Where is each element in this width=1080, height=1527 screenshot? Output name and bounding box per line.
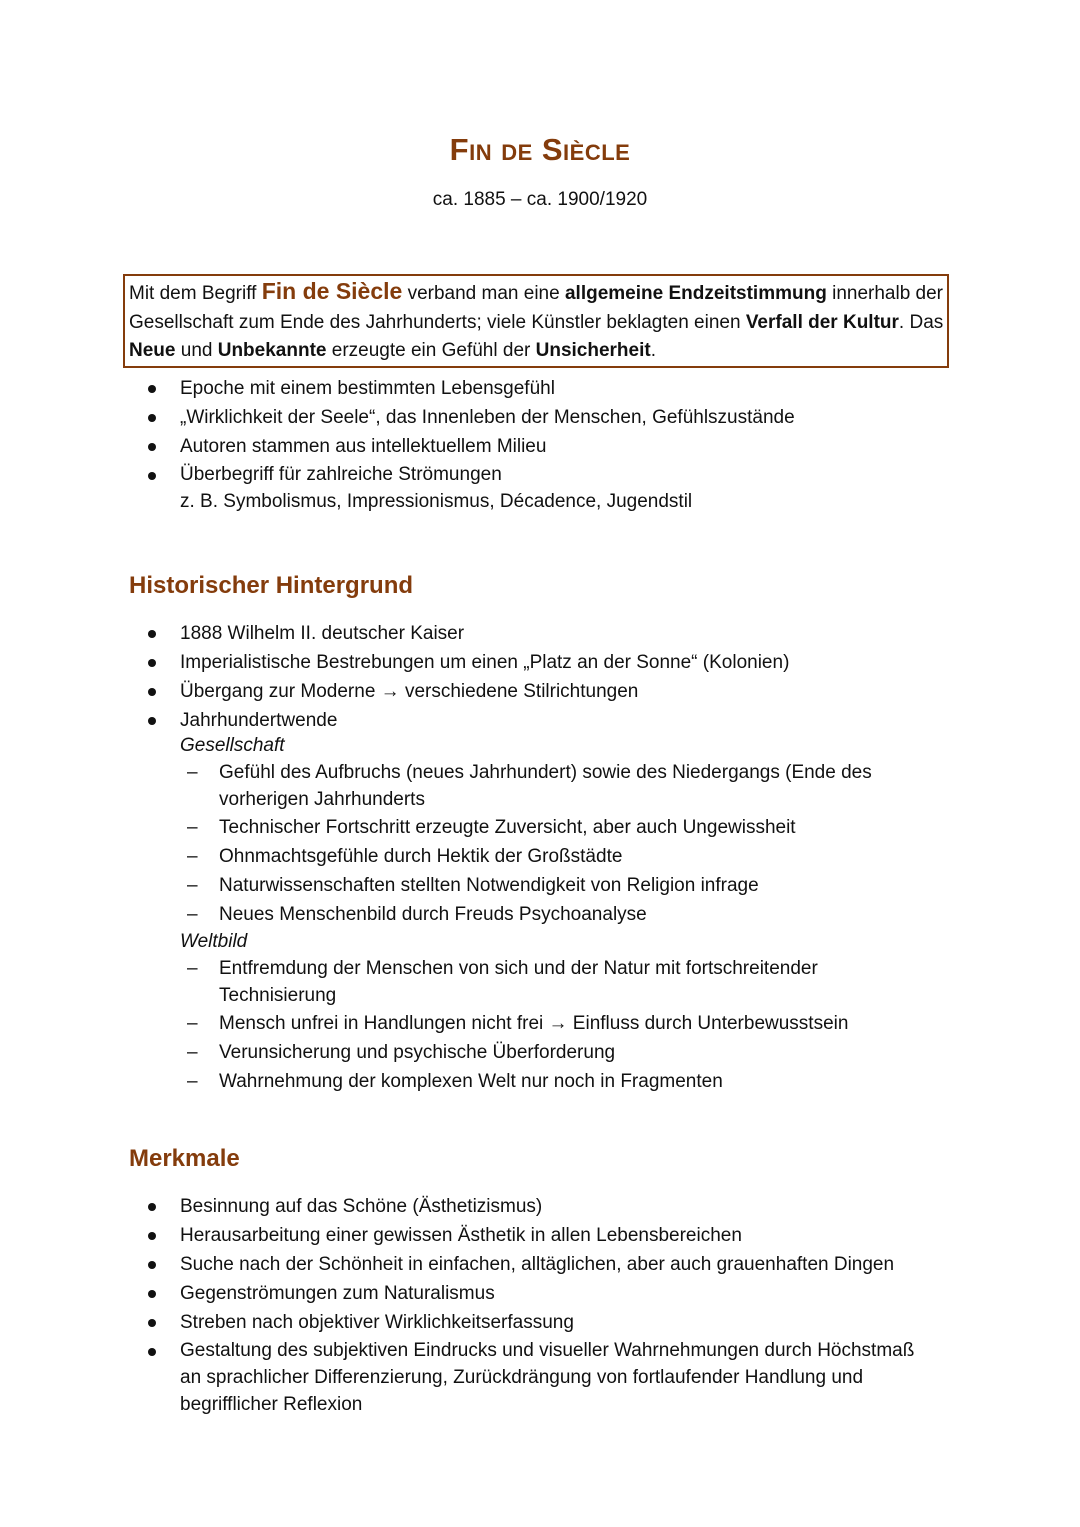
intro-text: und bbox=[175, 340, 218, 361]
bold-term: allgemeine Endzeitstimmung bbox=[564, 283, 827, 304]
item-text: Ohnmachtsgefühle durch Hektik der Großstädte bbox=[219, 846, 623, 867]
intro-text: innerhalb der Gesellschaft zum Ende des Jahrhunderts; viele Künstler beklagten einen bbox=[129, 283, 944, 333]
item-text: Übergang zur Moderne → verschiedene Stilrichtungen bbox=[180, 681, 639, 702]
bold-term: Neue bbox=[129, 340, 176, 361]
bullet-icon bbox=[148, 1261, 156, 1269]
item-text: Gestaltung des subjektiven Eindrucks und visueller Wahrnehmungen durch Höchstmaß bbox=[180, 1340, 915, 1361]
item-text: Gegenströmungen zum Naturalismus bbox=[180, 1283, 495, 1304]
list-item bbox=[130, 1221, 914, 1250]
society-label: Gesellschaft bbox=[180, 735, 285, 756]
intro-text: Mit dem Begriff bbox=[129, 283, 262, 304]
history-list bbox=[130, 619, 789, 735]
list-item bbox=[130, 1337, 914, 1418]
bullet-icon bbox=[148, 630, 156, 638]
bold-term: Unbekannte bbox=[217, 340, 327, 361]
highlight-term: Fin de Siècle bbox=[261, 278, 403, 304]
item-text: Neues Menschenbild durch Freuds Psychoanalyse bbox=[219, 904, 647, 925]
bullet-icon bbox=[148, 1348, 156, 1356]
dash-icon: – bbox=[187, 1071, 198, 1092]
item-text: Technischer Fortschritt erzeugte Zuversicht, aber auch Ungewissheit bbox=[219, 817, 796, 838]
item-text: Verunsicherung und psychische Überforderung bbox=[219, 1042, 616, 1063]
dash-item bbox=[130, 1067, 872, 1096]
bullet-icon bbox=[148, 1232, 156, 1240]
item-text: Herausarbeitung einer gewissen Ästhetik in allen Lebensbereichen bbox=[180, 1225, 742, 1246]
period-subtitle: ca. 1885 – ca. 1900/1920 bbox=[432, 189, 648, 210]
dash-icon: – bbox=[187, 762, 198, 783]
bullet-icon bbox=[148, 659, 156, 667]
item-text: Suche nach der Schönheit in einfachen, alltäglichen, aber auch grauenhaften Dingen bbox=[180, 1254, 895, 1275]
item-text: Technisierung bbox=[219, 985, 337, 1006]
list-item bbox=[130, 1279, 914, 1308]
dash-item bbox=[130, 813, 872, 842]
item-text: begrifflicher Reflexion bbox=[180, 1394, 363, 1415]
item-text: Epoche mit einem bestimmten Lebensgefühl bbox=[180, 378, 555, 399]
list-item bbox=[130, 706, 789, 735]
item-text: 1888 Wilhelm II. deutscher Kaiser bbox=[180, 623, 465, 644]
intro-text: verband man eine bbox=[402, 283, 565, 304]
dash-icon: – bbox=[187, 904, 198, 925]
overview-list bbox=[130, 374, 795, 515]
bullet-icon bbox=[148, 1290, 156, 1298]
item-text: Mensch unfrei in Handlungen nicht frei → Einfluss durch Unterbewusstsein bbox=[219, 1013, 849, 1034]
item-text: Streben nach objektiver Wirklichkeitserfassung bbox=[180, 1312, 574, 1333]
dash-item bbox=[130, 955, 872, 1009]
worldview-label: Weltbild bbox=[180, 931, 248, 952]
item-text: vorherigen Jahrhunderts bbox=[219, 789, 425, 810]
list-item bbox=[130, 1192, 914, 1221]
bullet-icon bbox=[148, 688, 156, 696]
features-heading: Merkmale bbox=[129, 1145, 240, 1172]
item-text: Wahrnehmung der komplexen Welt nur noch in Fragmenten bbox=[219, 1071, 723, 1092]
item-text: an sprachlicher Differenzierung, Zurückdrängung von fortlaufender Handlung und bbox=[180, 1367, 864, 1388]
list-item bbox=[130, 403, 795, 432]
list-item bbox=[130, 677, 789, 706]
list-item bbox=[130, 1308, 914, 1337]
bullet-icon bbox=[148, 717, 156, 725]
intro-box bbox=[123, 274, 949, 368]
dash-icon: – bbox=[187, 1013, 198, 1034]
dash-item bbox=[130, 759, 872, 813]
list-item bbox=[130, 1250, 914, 1279]
list-item bbox=[130, 619, 789, 648]
dash-item bbox=[130, 871, 872, 900]
item-text: Naturwissenschaften stellten Notwendigkeit von Religion infrage bbox=[219, 875, 759, 896]
bullet-icon bbox=[148, 414, 156, 422]
dash-item bbox=[130, 1038, 872, 1067]
bullet-icon bbox=[148, 443, 156, 451]
list-item bbox=[130, 374, 795, 403]
bullet-icon bbox=[148, 472, 156, 480]
list-item bbox=[130, 432, 795, 461]
bold-term: Verfall der Kultur bbox=[745, 311, 899, 333]
page-title: Fin de Siècle bbox=[449, 132, 631, 167]
dash-icon: – bbox=[187, 846, 198, 867]
history-sublists bbox=[130, 733, 872, 1096]
item-text: Überbegriff für zahlreiche Strömungen bbox=[180, 464, 502, 485]
intro-text: . Das bbox=[898, 311, 944, 333]
item-text: Entfremdung der Menschen von sich und der Natur mit fortschreitender bbox=[219, 958, 818, 979]
item-text: Besinnung auf das Schöne (Ästhetizismus) bbox=[180, 1196, 543, 1217]
bullet-icon bbox=[148, 385, 156, 393]
bold-term: Unsicherheit bbox=[535, 340, 651, 361]
list-item bbox=[130, 648, 789, 677]
dash-item bbox=[130, 1009, 872, 1038]
dash-icon: – bbox=[187, 1042, 198, 1063]
dash-icon: – bbox=[187, 875, 198, 896]
item-text: Imperialistische Bestrebungen um einen „Platz an der Sonne“ (Kolonien) bbox=[180, 652, 790, 673]
item-note: z. B. Symbolismus, Impressionismus, Décadence, Jugendstil bbox=[180, 491, 693, 512]
dash-item bbox=[130, 842, 872, 871]
intro-text: . bbox=[650, 340, 656, 361]
item-text: Autoren stammen aus intellektuellem Milieu bbox=[180, 436, 547, 457]
features-list bbox=[130, 1192, 914, 1418]
dash-item bbox=[130, 900, 872, 929]
dash-icon: – bbox=[187, 817, 198, 838]
item-text: „Wirklichkeit der Seele“, das Innenleben der Menschen, Gefühlszustände bbox=[180, 407, 795, 428]
bullet-icon bbox=[148, 1203, 156, 1211]
intro-text: erzeugte ein Gefühl der bbox=[326, 340, 536, 361]
list-item bbox=[130, 461, 795, 515]
item-text: Jahrhundertwende bbox=[180, 710, 338, 731]
dash-icon: – bbox=[187, 958, 198, 979]
bullet-icon bbox=[148, 1319, 156, 1327]
history-heading: Historischer Hintergrund bbox=[129, 572, 414, 599]
item-text: Gefühl des Aufbruchs (neues Jahrhundert) sowie des Niedergangs (Ende des bbox=[219, 762, 872, 783]
